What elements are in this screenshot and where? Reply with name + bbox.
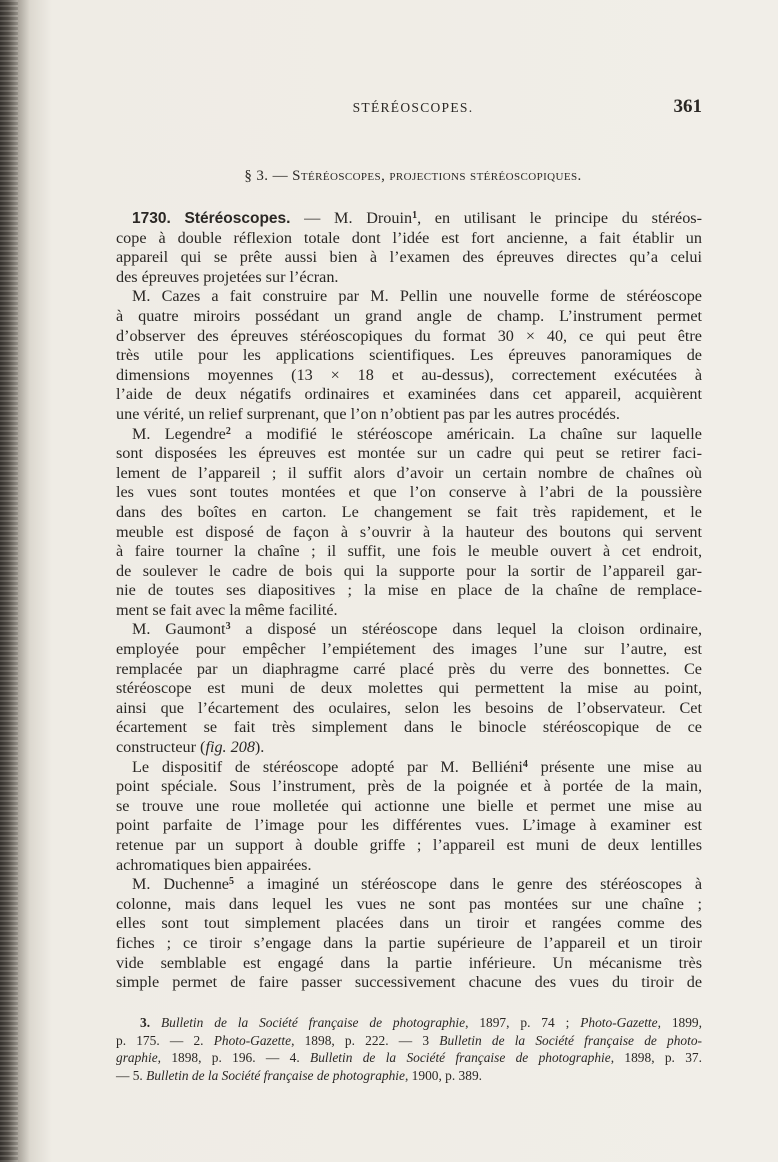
text-line: point spéciale. Sous l’instrument, près de la poignée et à portée de la main,: [116, 777, 702, 796]
text-line: remplacée par un diaphragme carré placé près du verre des bonnettes. Ce: [116, 659, 702, 678]
text-line: nie de toutes ses diapositives ; la mise en place de la chaîne de remplace-: [116, 581, 702, 600]
text-line: fiches ; ce tiroir s’engage dans la partie supérieure de l’appareil et un tiroir: [116, 933, 702, 952]
text-span: ).: [254, 738, 265, 757]
text-span: M. Legendre: [132, 424, 226, 443]
page-header: [118, 96, 708, 122]
footnote-ref[interactable]: 1: [412, 210, 418, 221]
text-line: une vérité, un relief surprenant, que l’on n’obtient pas par les autres procédés.: [116, 404, 620, 423]
publication-title: Bulletin de la Société française de photo-: [439, 1032, 702, 1048]
text-span: p. 175. — 2.: [116, 1032, 204, 1048]
text-line: ainsi que l’écartement des oculaires, selon les besoins de l’observateur. Cet: [116, 698, 702, 717]
footnote-ref[interactable]: 3: [225, 621, 231, 633]
text-span: a disposé un stéréoscope dans lequel la cloison ordinaire,: [230, 620, 702, 639]
text-line: écartement se fait très simplement dans le binocle stéréoscopique de ce: [116, 718, 702, 737]
footnote-ref[interactable]: 2: [225, 425, 231, 437]
text-span: — M. Drouin: [304, 209, 413, 227]
paragraph-6-line-1: [116, 875, 702, 895]
footnote-line: [116, 1067, 702, 1085]
text-line: cope à double réflexion totale dont l’idée est fort ancienne, a fait établir un: [116, 228, 702, 247]
text-line: très utile pour les applications scientifiques. Les épreuves panoramiques de: [116, 346, 702, 365]
footnote-line: [116, 1049, 702, 1067]
text-line: à faire tourner la chaîne ; il suffit, une fois le meuble ouvert à cet endroit,: [116, 542, 702, 561]
text-line: dans des boîtes en carton. Le changement se fait très rapidement, et le: [116, 502, 702, 521]
footnote-ref[interactable]: 5: [228, 876, 234, 888]
text-line: achromatiques bien appairées.: [116, 855, 312, 874]
article-heading: Stéréoscopes.: [184, 210, 291, 227]
text-line: vide semblable est engagé dans la partie inférieure. Un mécanisme très: [116, 953, 702, 972]
text-span: M. Gaumont: [132, 620, 226, 639]
footnote-ref[interactable]: 4: [522, 758, 528, 770]
paragraph-5-line-1: [116, 758, 702, 778]
text-line: des épreuves projetées sur l’écran.: [116, 267, 339, 286]
paragraph-4-last-line: [116, 738, 702, 758]
publication-title: graphie: [116, 1050, 158, 1066]
text-line: dimensions moyennes (13 × 18 et au-dessus), correctement exécutées à: [116, 365, 702, 384]
text-span: a imaginé un stéréoscope dans le genre des stéréoscopes à: [233, 875, 702, 894]
publication-title: Bulletin de la Société française de photographie: [146, 1067, 405, 1083]
text-line: M. Cazes a fait construire par M. Pellin une nouvelle forme de stéréoscope: [132, 287, 702, 306]
text-span: a modifié le stéréoscope américain. La chaîne sur laquelle: [230, 424, 702, 443]
text-line: lement de l’appareil ; il suffit alors d’avoir un certain nombre de chaînes où: [116, 463, 702, 482]
text-span: , 1898, p. 222. — 3: [291, 1032, 430, 1048]
text-line: colonne, mais dans lequel les vues ne sont pas montées sur une chaîne ;: [116, 894, 702, 913]
publication-title: Photo-Gazette: [213, 1032, 292, 1048]
text-line: sont disposées les épreuves est montée sur un cadre qui peut se retirer faci-: [116, 444, 702, 463]
section-title: [118, 168, 708, 185]
page-number: 361: [673, 96, 702, 117]
text-span: , 1898, p. 37.: [610, 1050, 702, 1066]
text-line: appareil qui se prête aussi bien à l’examen des épreuves directes qu’a celui: [116, 248, 702, 267]
footnote-number: 3.: [140, 1015, 151, 1030]
text-span: M. Duchenne: [132, 875, 229, 894]
text-span: , 1898, p. 196. — 4.: [157, 1050, 300, 1066]
footnote-line: [116, 1014, 702, 1032]
paragraph-1-line-1: [116, 209, 702, 229]
text-span: présente une mise au: [527, 757, 702, 776]
text-line: l’aide de deux négatifs ordinaires et examinées dans cet appareil, acquièrent: [116, 385, 702, 404]
text-line: d’observer des épreuves stéréoscopiques du format 30 × 40, ce qui peut être: [116, 326, 702, 345]
book-spine-gutter: [0, 0, 18, 1162]
text-span: , 1897, p. 74 ;: [465, 1015, 570, 1030]
text-line: meuble est disposé de façon à s’ouvrir à la hauteur des boutons qui servent: [116, 522, 702, 541]
text-line: de soulever le cadre de bois qui la supporte pour la sortir de l’appareil gar-: [116, 561, 702, 580]
publication-title: Photo-Gazette: [580, 1015, 658, 1030]
paragraph-3-line-1: [116, 425, 702, 445]
text-line: à quatre miroirs possédant un grand angle de champ. L’instrument permet: [116, 306, 702, 325]
text-line: retenue par un support à double griffe ; l’appareil est muni de deux lentilles: [116, 836, 702, 854]
text-line: stéréoscope est muni de deux molettes qui permettent la mise au point,: [116, 679, 702, 698]
article-number: 1730.: [132, 210, 171, 227]
publication-title: Bulletin de la Société française de photographie: [310, 1050, 611, 1066]
text-span: , 1900, p. 389.: [404, 1067, 482, 1083]
text-line: ment se fait avec la même facilité.: [116, 600, 338, 619]
text-line: se trouve une roue molletée qui actionne une bielle et permet une mise au: [116, 796, 702, 815]
text-span: , en utilisant le principe du stéréos-: [417, 209, 702, 227]
figure-reference[interactable]: fig. 208: [205, 738, 255, 757]
text-line: elles sont tout simplement placées dans un tiroir et rangées comme des: [116, 914, 702, 933]
text-span: — 5.: [116, 1067, 143, 1083]
publication-title: Bulletin de la Société française de photographie: [160, 1015, 466, 1030]
section-prefix: § 3. —: [244, 168, 288, 184]
text-line: employée pour empêcher l’empiétement des images l’une sur l’autre, est: [116, 640, 702, 659]
text-span: constructeur (: [116, 738, 206, 757]
body-text: [116, 209, 702, 993]
text-line: simple permet de faire passer successivement chacune des vues du tiroir de: [116, 973, 702, 992]
running-head: STÉRÉOSCOPES.: [352, 100, 474, 115]
footnote-line: [116, 1032, 702, 1050]
text-line: point parfaite de l’image pour les différentes vues. L’image à examiner est: [116, 816, 702, 835]
text-line: les vues sont toutes montées et que l’on conserve à l’abri de la poussière: [116, 483, 702, 502]
text-span: Le dispositif de stéréoscope adopté par M. Belliéni: [132, 757, 523, 776]
text-span: , 1899,: [657, 1015, 702, 1030]
footnotes: [116, 1014, 702, 1084]
section-title-text: Stéréoscopes, projections stéréoscopiques.: [292, 168, 582, 184]
paragraph-4-line-1: [116, 620, 702, 640]
